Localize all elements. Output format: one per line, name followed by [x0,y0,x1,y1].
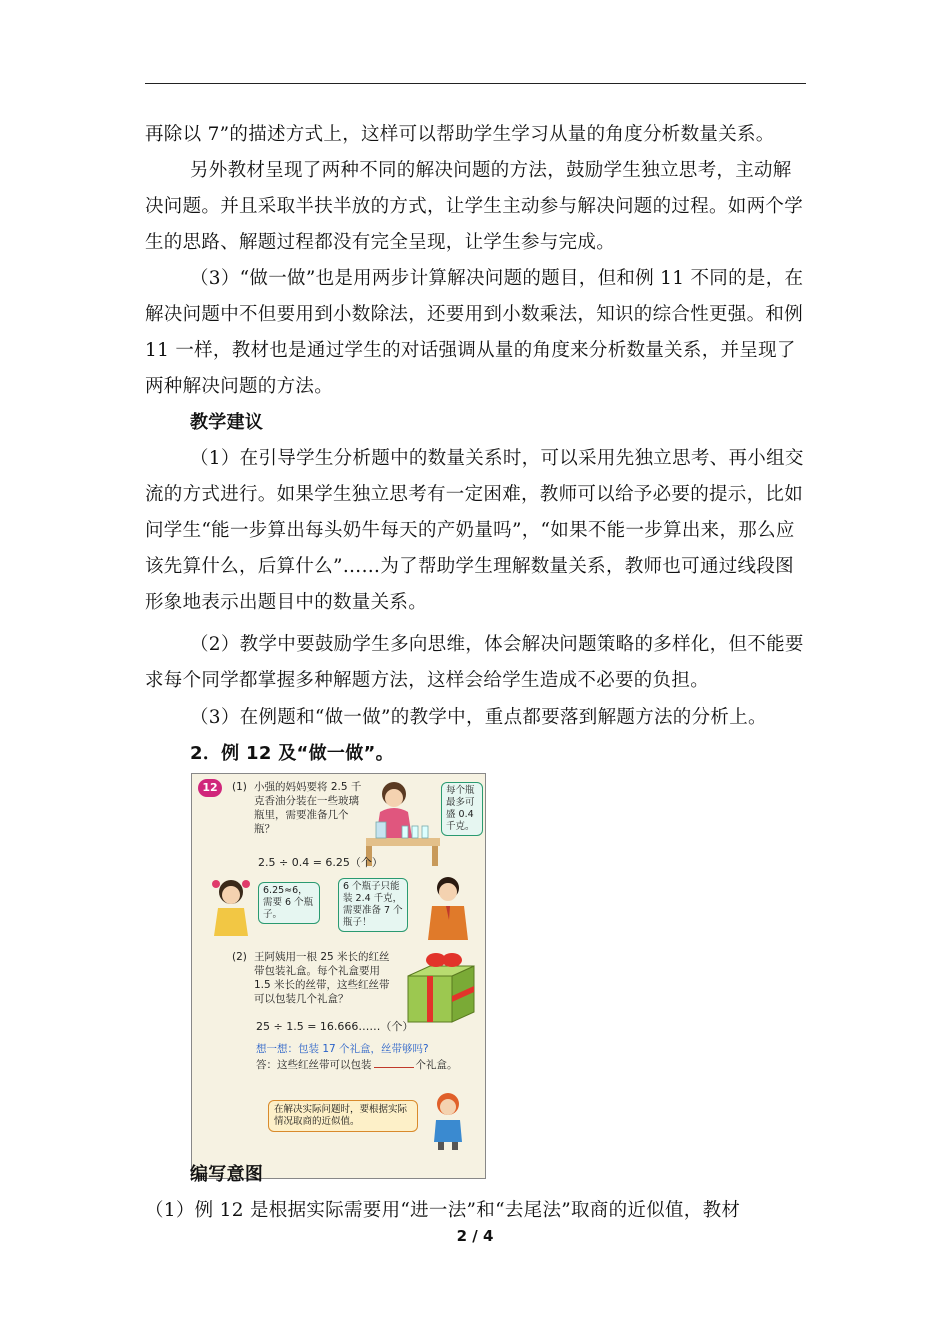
paragraph-advice-2: （2）教学中要鼓励学生多向思维，体会解决问题策略的多样化，但不能要求每个同学都掌握多种解题方法，这样会给学生造成不必要的负担。 [145,634,804,691]
q1-label: (1) [232,781,247,793]
q2-label: (2) [232,951,247,963]
mother-illustration [362,776,442,868]
boy-illustration [420,874,476,942]
speech-bubble-boy: 6 个瓶子只能装 2.4 千克，需要准备 7 个瓶子！ [338,878,408,932]
q1-text: 小强的妈妈要将 2.5 千克香油分装在一些玻璃瓶里，需要准备几个瓶？ [254,781,362,835]
equation-1: 2.5 ÷ 0.4 = 6.25（个） [258,856,383,869]
heading-example-12: 2．例 12 及“做一做”。 [190,743,394,764]
gift-box-illustration [400,946,480,1026]
paragraph-intent-1: （1）例 12 是根据实际需要用“进一法”和“去尾法”取商的近似值，教材 [145,1200,741,1221]
paragraph-advice-1: （1）在引导学生分析题中的数量关系时，可以采用先独立思考、再小组交流的方式进行。如果学生独立思考有一定困难，教师可以给予必要的提示，比如问学生“能一步算出每头奶牛每天的产奶量吗”，“如果不能一步算出来，那么应该先算什么，后算什么”……为了帮助学生理解数量关系，教师也可通过线段图形象地表示出题目中的数量关系。 [145,448,804,613]
speech-bubble-mom: 每个瓶最多可盛 0.4 千克。 [441,782,483,836]
speech-bubble-girl: 6.25≈6，需要 6 个瓶子。 [258,882,320,924]
answer-suffix: 个礼盒。 [415,1059,458,1071]
answer-prefix: 答：这些红丝带可以包装 [256,1059,372,1071]
q2-text: 王阿姨用一根 25 米长的红丝带包装礼盒。每个礼盒要用 1.5 米长的丝带，这些红丝带可以包装几个礼盒？ [254,951,390,1005]
think-prompt: 想一想：包装 17 个礼盒，丝带够吗? [256,1043,429,1055]
page-number: 2 / 4 [456,1227,494,1245]
tip-box: 在解决实际问题时，要根据实际情况取商的近似值。 [268,1100,418,1132]
paragraph-methods: 另外教材呈现了两种不同的解决问题的方法，鼓励学生独立思考，主动解决问题。并且采取半扶半放的方式，让学生主动参与解决问题的过程。如两个学生的思路、解题过程都没有完全呈现，让学生参与完成。 [145,160,804,253]
equation-2: 25 ÷ 1.5 = 16.666……（个） [256,1020,414,1033]
paragraph-continuation: 再除以 7”的描述方式上，这样可以帮助学生学习从量的角度分析数量关系。 [145,124,775,145]
header-rule [145,83,806,84]
heading-writing-intent: 编写意图 [190,1164,264,1185]
paragraph-advice-3: （3）在例题和“做一做”的教学中，重点都要落到解题方法的分析上。 [190,707,767,728]
girl-illustration [206,876,256,942]
answer-line [256,1058,458,1072]
example-number-badge: 12 [198,779,222,797]
heading-teaching-advice: 教学建议 [190,412,264,433]
answer-blank [374,1059,414,1068]
kid-illustration [426,1090,470,1150]
textbook-figure [191,773,486,1179]
paragraph-practice: （3）“做一做”也是用两步计算解决问题的题目，但和例 11 不同的是，在解决问题中不但要用到小数除法，还要用到小数乘法，知识的综合性更强。和例 11 一样，教材也是通过学生的对话强调从量的角度来分析数量关系，并呈现了两种解决问题的方法。 [145,268,804,397]
